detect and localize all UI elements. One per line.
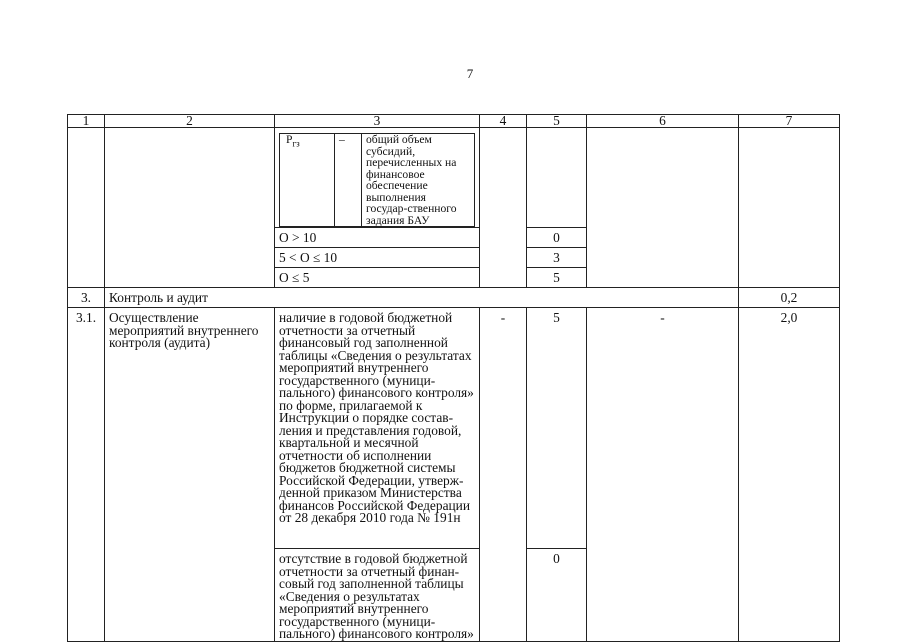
criterion-condition: O > 10	[275, 228, 480, 248]
header-cell-1: 1	[68, 115, 105, 128]
cell-col5-empty	[527, 128, 587, 228]
criterion-condition: O ≤ 5	[275, 268, 480, 288]
header-cell-6: 6	[587, 115, 739, 128]
criterion-text: отсутствие в годовой бюджетной отчетности за отчетный финан-совый год заполненной таблицы «Сведения о результатах мероприятий внутреннего государственного (муници-пального) финансового контроля»	[275, 549, 480, 642]
cell-name-empty	[105, 128, 275, 288]
variable-dash: –	[335, 134, 362, 227]
cell-col6-empty	[587, 128, 739, 288]
criterion-score: 0	[527, 228, 587, 248]
col6-value: -	[587, 308, 739, 642]
section-weight: 0,2	[739, 288, 840, 308]
criterion-score: 0	[527, 549, 587, 642]
section-row	[68, 288, 840, 308]
indicator-name: Осуществление мероприятий внутреннего контроля (аудита)	[105, 308, 275, 642]
header-cell-2: 2	[105, 115, 275, 128]
section-title: Контроль и аудит	[105, 288, 739, 308]
row-number: 3.1.	[68, 308, 105, 642]
criterion-score: 5	[527, 308, 587, 549]
header-cell-5: 5	[527, 115, 587, 128]
indicator-table	[67, 114, 840, 642]
variable-symbol: $P_{гз}$	[280, 134, 335, 227]
criterion-condition: 5 < O ≤ 10	[275, 248, 480, 268]
variable-definition	[279, 133, 475, 227]
table-row	[68, 128, 840, 228]
header-cell-7: 7	[739, 115, 840, 128]
header-row	[68, 115, 840, 128]
variable-definition-cell	[275, 128, 480, 228]
table-row	[68, 308, 840, 549]
cell-num-empty	[68, 128, 105, 288]
variable-description: общий объем субсидий, перечисленных на финансовое обеспечение выполнения государ-ственного задания БАУ	[362, 134, 475, 227]
criterion-score: 3	[527, 248, 587, 268]
header-cell-4: 4	[480, 115, 527, 128]
criterion-text: наличие в годовой бюджетной отчетности за отчетный финансовый год заполненной таблицы «Сведения о результатах мероприятий внутреннего государственного (муници-пального) финансового контроля» по форме, прилагаемой к Инструкции о порядке состав-ления и представления годовой, квартальной и месячной отчетности об исполнении бюджетов бюджетной системы Российской Федерации, утверж-денной приказом Министерства финансов Российской Федерации от 28 декабря 2010 года № 191н	[275, 308, 480, 549]
header-cell-3: 3	[275, 115, 480, 128]
indicator-weight: 2,0	[739, 308, 840, 642]
section-number: 3.	[68, 288, 105, 308]
cell-col7-empty	[739, 128, 840, 288]
criterion-score: 5	[527, 268, 587, 288]
cell-col4-empty	[480, 128, 527, 288]
page-number: 7	[466, 66, 474, 81]
col4-value: -	[480, 308, 527, 642]
